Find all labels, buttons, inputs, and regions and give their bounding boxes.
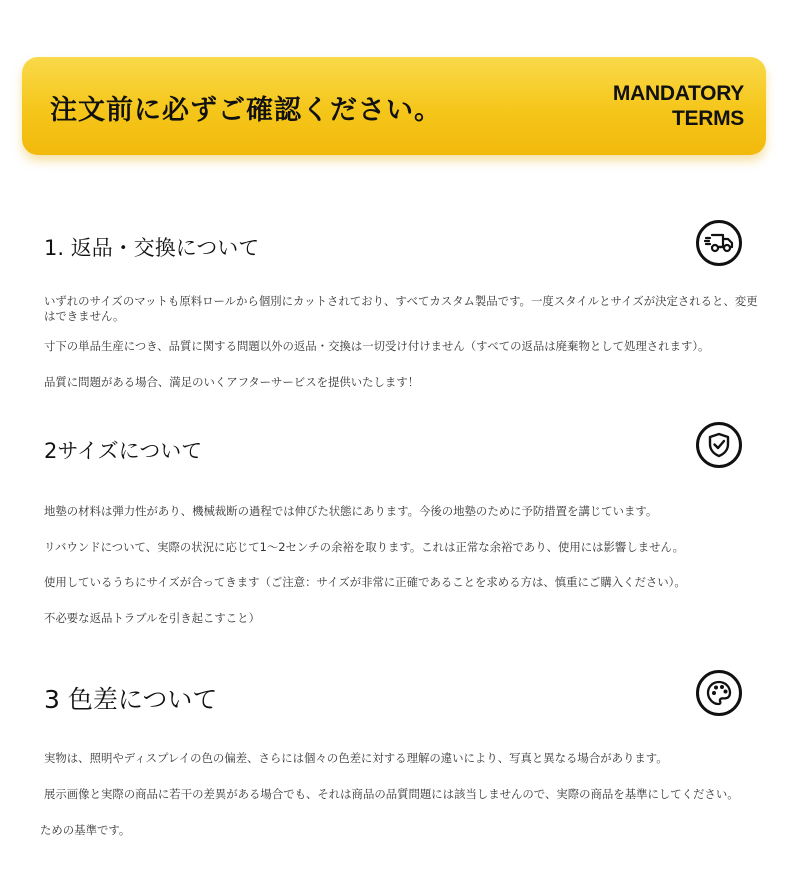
header-banner (22, 57, 766, 155)
shield-check-icon (696, 422, 742, 468)
section-title-color-difference: 3 色差について (44, 685, 218, 714)
section-1-paragraph-2: 寸下の単品生産につき、品質に関する問題以外の返品・交換は一切受け付けません（すべての返品は廃棄物として処理されます）。 (44, 339, 710, 353)
delivery-truck-icon (696, 220, 742, 266)
section-2-paragraph-1: 地塾の材料は弾力性があり、機械裁断の過程では伸びた状態にあります。今後の地塾のために予防措置を講じています。 (44, 504, 658, 518)
banner-english-title (613, 81, 744, 131)
section-3-paragraph-3: ための基準です。 (40, 823, 131, 837)
banner-title: 注文前に必ずご確認ください。 (50, 95, 442, 126)
section-3-paragraph-2: 展示画像と実際の商品に若干の差異がある場合でも、それは商品の品質問題には該当しませんので、実際の商品を基準にしてください。 (44, 787, 739, 801)
section-1-paragraph-3: 品質に問題がある場合、満足のいくアフターサービスを提供いたします！ (44, 375, 420, 389)
banner-english-line-2: TERMS (671, 107, 744, 130)
section-2-paragraph-3: 使用しているうちにサイズが合ってきます（ご注意：サイズが非常に正確であることを求める方は、慎重にご購入ください）。 (44, 575, 686, 589)
section-3-paragraph-1: 実物は、照明やディスプレイの色の偏差、さらには個々の色差に対する理解の違いにより、写真と異なる場合があります。 (44, 751, 668, 765)
section-1-paragraph-1: いずれのサイズのマットも原料ロールから個別にカットされており、すべてカスタム製品です。一度スタイルとサイズが決定されると、変更はできません。 (44, 294, 758, 323)
color-palette-icon (696, 670, 742, 716)
section-2-paragraph-2: リバウンドについて、実際の状況に応じて1〜2センチの余裕を取ります。これは正常な余裕であり、使用には影響しません。 (44, 540, 684, 554)
section-title-size: 2サイズについて (44, 439, 203, 463)
section-title-returns: 1. 返品・交換について (44, 236, 260, 260)
section-2-paragraph-4: 不必要な返品トラブルを引き起こすこと） (44, 611, 260, 625)
banner-english-line-1: MANDATORY (612, 82, 744, 105)
